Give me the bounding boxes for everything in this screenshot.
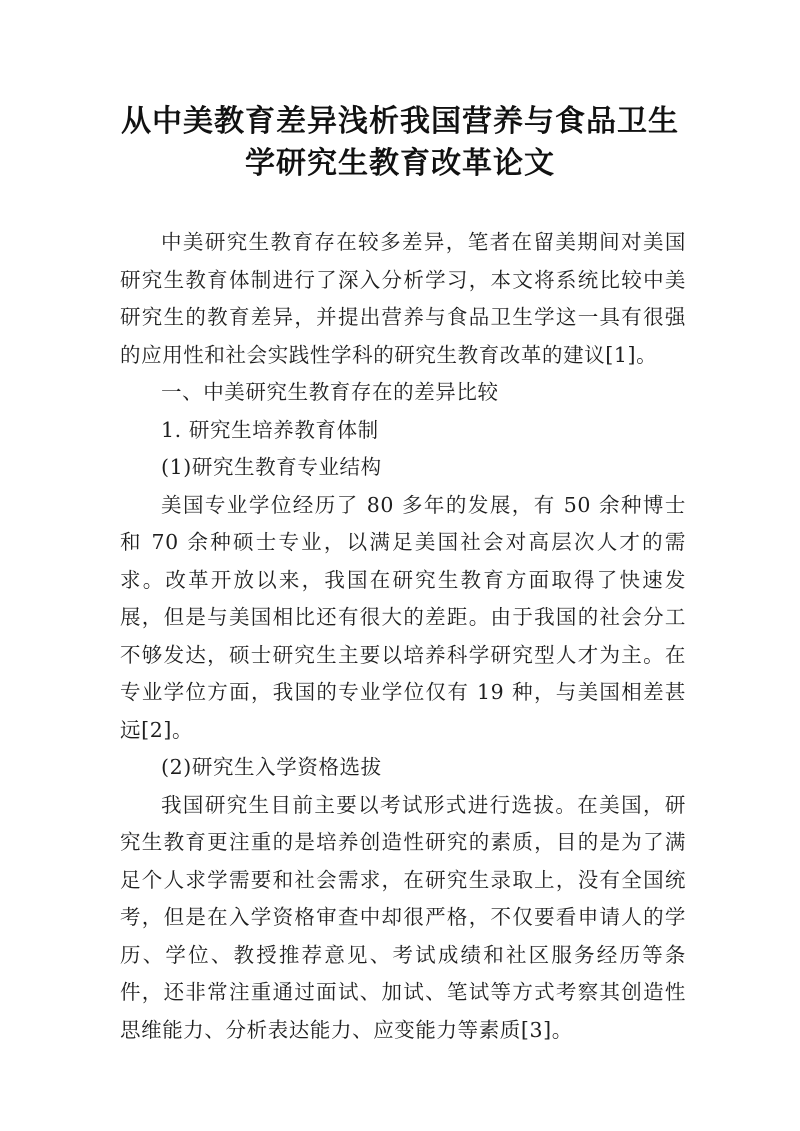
subsection-heading-1: 1. 研究生培养教育体制 [161, 417, 379, 442]
document-title-line-1: 从中美教育差异浅析我国营养与食品卫生 [121, 104, 679, 139]
subsubsection-heading-1: (1)研究生教育专业结构 [161, 455, 382, 479]
document-title-line-2: 学研究生教育改革论文 [245, 146, 555, 181]
document-body [120, 224, 686, 1049]
subsubsection-heading-2: (2)研究生入学资格选拔 [161, 755, 382, 779]
intro-paragraph: 中美研究生教育存在较多差异，笔者在留美期间对美国研究生教育体制进行了深入分析学习，本文将系统比较中美研究生的教育差异，并提出营养与食品卫生学这一具有很强的应用性和社会实践性学科的研究生教育改革的建议[1]。 [120, 230, 686, 367]
section-heading-1: 一、中美研究生教育存在的差异比较 [161, 380, 499, 404]
body-paragraph-specialty-structure: 美国专业学位经历了 80 多年的发展，有 50 余种博士和 70 余种硕士专业，以满足美国社会对高层次人才的需求。改革开放以来，我国在研究生教育方面取得了快速发展，但是与美国相比还有很大的差距。由于我国的社会分工不够发达，硕士研究生主要以培养科学研究型人才为主。在专业学位方面，我国的专业学位仅有 19 种，与美国相差甚远[2]。 [120, 492, 686, 742]
body-paragraph-admission-selection: 我国研究生目前主要以考试形式进行选拔。在美国，研究生教育更注重的是培养创造性研究的素质，目的是为了满足个人求学需要和社会需求，在研究生录取上，没有全国统考，但是在入学资格审查中却很严格，不仅要看申请人的学历、学位、教授推荐意见、考试成绩和社区服务经历等条件，还非常注重通过面试、加试、笔试等方式考察其创造性思维能力、分析表达能力、应变能力等素质[3]。 [120, 792, 686, 1042]
